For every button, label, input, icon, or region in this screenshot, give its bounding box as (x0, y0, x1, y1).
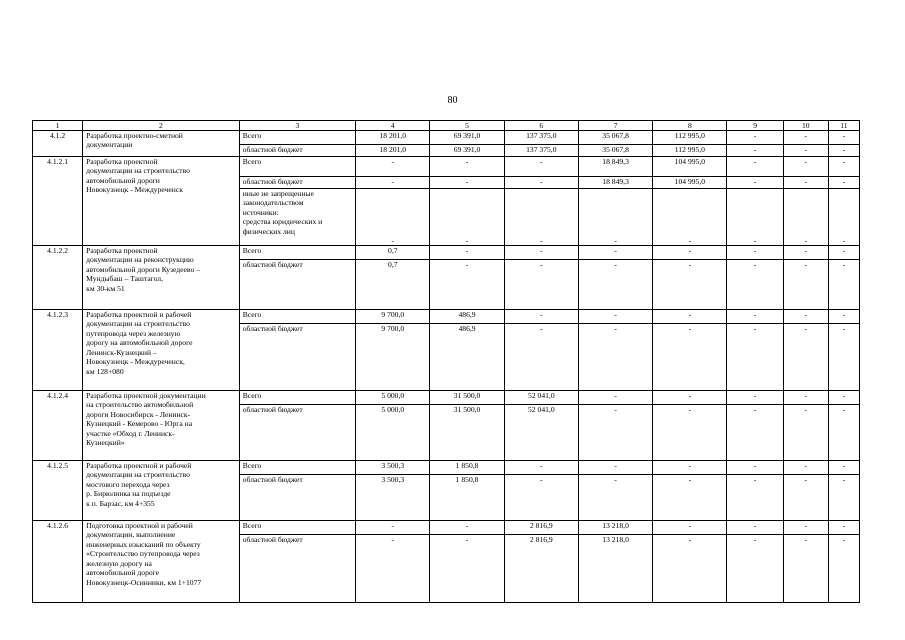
amount-cell: - (578, 391, 652, 405)
amount-cell: - (727, 535, 783, 603)
amount-cell: - (356, 157, 430, 177)
amount-cell: 137 375,0 (504, 131, 578, 145)
amount-cell: - (783, 131, 828, 145)
amount-cell: - (828, 391, 859, 405)
amount-cell: 18 201,0 (356, 145, 430, 157)
amount-cell: 18 849,3 (578, 177, 652, 189)
funding-source: областной бюджет (239, 145, 355, 157)
amount-cell: - (578, 260, 652, 310)
amount-cell: 35 067,8 (578, 131, 652, 145)
amount-cell: 1 850,8 (430, 475, 504, 521)
amount-cell: 13 218,0 (578, 521, 652, 535)
page-number: 80 (447, 95, 458, 106)
funding-source: областной бюджет (239, 535, 355, 603)
amount-cell: - (727, 145, 783, 157)
amount-cell: - (504, 157, 578, 177)
column-header: 11 (828, 121, 859, 131)
item-name: Разработка проектно-сметной документации (83, 131, 240, 157)
amount-cell: - (828, 131, 859, 145)
item-number: 4.1.2.6 (33, 521, 83, 603)
amount-cell: - (356, 535, 430, 603)
amount-cell: 1 850,8 (430, 461, 504, 475)
amount-cell: - (356, 177, 430, 189)
amount-cell: 3 500,3 (356, 461, 430, 475)
amount-cell: - (783, 391, 828, 405)
amount-cell: - (783, 177, 828, 189)
funding-source: Всего (239, 521, 355, 535)
amount-cell: - (727, 391, 783, 405)
amount-cell: 5 000,0 (356, 405, 430, 461)
amount-cell: - (578, 324, 652, 391)
amount-cell: - (653, 475, 727, 521)
amount-cell: - (828, 246, 859, 260)
funding-source: иные не запрещенные законодательством источники: средства юридических и физических лиц (239, 189, 355, 246)
item-number: 4.1.2.1 (33, 157, 83, 246)
amount-cell: - (828, 324, 859, 391)
amount-cell: 112 995,0 (653, 131, 727, 145)
amount-cell: - (783, 246, 828, 260)
amount-cell: - (727, 260, 783, 310)
table-row (33, 310, 860, 324)
table-row (33, 131, 860, 145)
amount-cell: 486,9 (430, 310, 504, 324)
amount-cell: 31 500,0 (430, 405, 504, 461)
amount-cell: - (578, 405, 652, 461)
amount-cell: - (653, 461, 727, 475)
amount-cell: - (727, 177, 783, 189)
amount-cell: - (783, 461, 828, 475)
amount-cell: 69 391,0 (430, 145, 504, 157)
amount-cell: 486,9 (430, 324, 504, 391)
amount-cell: - (828, 189, 859, 246)
item-name: Разработка проектной документации на строительство автомобильной дороги Новокузнецк - Междуреченск (83, 157, 240, 246)
funding-source: Всего (239, 246, 355, 260)
amount-cell: 52 041,0 (504, 405, 578, 461)
amount-cell: 18 849,3 (578, 157, 652, 177)
amount-cell: 9 700,0 (356, 310, 430, 324)
amount-cell: - (430, 177, 504, 189)
funding-source: областной бюджет (239, 475, 355, 521)
amount-cell: - (727, 475, 783, 521)
funding-source: Всего (239, 310, 355, 324)
table-row (33, 246, 860, 260)
amount-cell: - (430, 189, 504, 246)
amount-cell: - (653, 189, 727, 246)
amount-cell: - (356, 189, 430, 246)
amount-cell: - (578, 475, 652, 521)
column-header: 6 (504, 121, 578, 131)
funding-source: областной бюджет (239, 324, 355, 391)
amount-cell: - (356, 521, 430, 535)
amount-cell: - (504, 310, 578, 324)
item-number: 4.1.2.3 (33, 310, 83, 391)
amount-cell: 137 375,0 (504, 145, 578, 157)
amount-cell: - (828, 157, 859, 177)
amount-cell: 0,7 (356, 260, 430, 310)
amount-cell: - (653, 521, 727, 535)
column-header: 2 (83, 121, 240, 131)
amount-cell: - (504, 189, 578, 246)
amount-cell: - (430, 521, 504, 535)
column-header: 3 (239, 121, 355, 131)
amount-cell: - (578, 310, 652, 324)
amount-cell: - (783, 189, 828, 246)
item-number: 4.1.2 (33, 131, 83, 157)
amount-cell: - (504, 260, 578, 310)
amount-cell: 5 000,0 (356, 391, 430, 405)
table-row (33, 157, 860, 177)
amount-cell: - (653, 246, 727, 260)
table-row (33, 391, 860, 405)
amount-cell: 112 995,0 (653, 145, 727, 157)
item-name: Разработка проектной документации на строительство автомобильной дороги Новосибирск - Ленинск- Кузнецкий - Кемерово - Юрга на участке «Обход г. Ленинск- Кузнецкий» (83, 391, 240, 461)
amount-cell: - (727, 131, 783, 145)
funding-source: Всего (239, 461, 355, 475)
amount-cell: - (430, 535, 504, 603)
amount-cell: - (828, 461, 859, 475)
column-header: 7 (578, 121, 652, 131)
column-header: 8 (653, 121, 727, 131)
amount-cell: - (783, 310, 828, 324)
amount-cell: - (727, 310, 783, 324)
amount-cell: - (828, 535, 859, 603)
amount-cell: - (828, 521, 859, 535)
amount-cell: - (828, 177, 859, 189)
item-number: 4.1.2.2 (33, 246, 83, 310)
amount-cell: - (578, 189, 652, 246)
program-funding-table (32, 120, 860, 603)
amount-cell: 35 067,8 (578, 145, 652, 157)
column-header: 10 (783, 121, 828, 131)
amount-cell: - (430, 260, 504, 310)
amount-cell: - (727, 189, 783, 246)
column-header: 9 (727, 121, 783, 131)
amount-cell: 9 700,0 (356, 324, 430, 391)
item-name: Разработка проектной и рабочей документации на строительство мостового перехода через р. Бирюлинка на подъезде к п. Барзас, км 4+355 (83, 461, 240, 521)
amount-cell: - (727, 461, 783, 475)
amount-cell: - (653, 535, 727, 603)
amount-cell: 31 500,0 (430, 391, 504, 405)
amount-cell: - (653, 405, 727, 461)
item-name: Подготовка проектной и рабочей документации, выполнение инженерных изысканий по объекту «Строительство путепровода через железную дорогу на автомобильной дороге Новокузнецк-Осинники, км 1+1077 (83, 521, 240, 603)
amount-cell: - (653, 324, 727, 391)
amount-cell: 3 500,3 (356, 475, 430, 521)
amount-cell: - (783, 475, 828, 521)
amount-cell: 104 995,0 (653, 157, 727, 177)
amount-cell: - (727, 157, 783, 177)
item-name: Разработка проектной и рабочей документации на строительство путепровода через железную дорогу на автомобильной дороге Ленинск-Кузнецкий – Новокузнецк - Междуреченск, км 128+080 (83, 310, 240, 391)
amount-cell: - (783, 521, 828, 535)
amount-cell: - (727, 324, 783, 391)
amount-cell: - (727, 246, 783, 260)
amount-cell: - (504, 475, 578, 521)
amount-cell: 69 391,0 (430, 131, 504, 145)
amount-cell: - (828, 405, 859, 461)
table-row (33, 461, 860, 475)
amount-cell: - (653, 260, 727, 310)
amount-cell: - (828, 310, 859, 324)
funding-source: областной бюджет (239, 260, 355, 310)
amount-cell: 18 201,0 (356, 131, 430, 145)
amount-cell: - (504, 324, 578, 391)
funding-source: Всего (239, 131, 355, 145)
funding-source: областной бюджет (239, 405, 355, 461)
amount-cell: - (828, 145, 859, 157)
amount-cell: 13 218,0 (578, 535, 652, 603)
amount-cell: - (504, 246, 578, 260)
amount-cell: - (504, 461, 578, 475)
amount-cell: - (653, 310, 727, 324)
amount-cell: - (783, 145, 828, 157)
column-header: 1 (33, 121, 83, 131)
amount-cell: 2 816,9 (504, 521, 578, 535)
column-header: 4 (356, 121, 430, 131)
amount-cell: 2 816,9 (504, 535, 578, 603)
item-number: 4.1.2.4 (33, 391, 83, 461)
amount-cell: 0,7 (356, 246, 430, 260)
amount-cell: - (430, 157, 504, 177)
column-numbers-row (33, 121, 860, 131)
amount-cell: - (783, 157, 828, 177)
amount-cell: - (727, 521, 783, 535)
amount-cell: - (783, 535, 828, 603)
amount-cell: - (504, 177, 578, 189)
amount-cell: - (727, 405, 783, 461)
amount-cell: - (828, 475, 859, 521)
funding-source: Всего (239, 157, 355, 177)
amount-cell: - (430, 246, 504, 260)
funding-source: областной бюджет (239, 177, 355, 189)
table-row (33, 521, 860, 535)
funding-source: Всего (239, 391, 355, 405)
amount-cell: - (828, 260, 859, 310)
amount-cell: - (653, 391, 727, 405)
item-number: 4.1.2.5 (33, 461, 83, 521)
column-header: 5 (430, 121, 504, 131)
amount-cell: 52 041,0 (504, 391, 578, 405)
item-name: Разработка проектной документации на реконструкцию автомобильной дороги Кузедеево – Мундыбаш – Таштагол, км 30-км 51 (83, 246, 240, 310)
amount-cell: 104 995,0 (653, 177, 727, 189)
amount-cell: - (783, 260, 828, 310)
amount-cell: - (578, 461, 652, 475)
amount-cell: - (783, 324, 828, 391)
amount-cell: - (578, 246, 652, 260)
amount-cell: - (783, 405, 828, 461)
